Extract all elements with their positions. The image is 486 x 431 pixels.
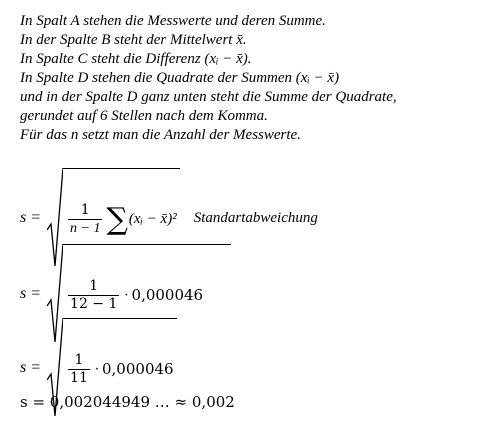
intro-line-4: In Spalte D stehen die Quadrate der Summen (xᵢ − x̄) xyxy=(20,70,340,86)
fraction xyxy=(68,202,102,237)
fraction-denominator: 11 xyxy=(70,369,88,386)
result-value: s = 0,002044949 … ≈ 0,002 xyxy=(20,393,235,411)
fraction-denominator: n − 1 xyxy=(70,220,101,236)
factor-value: 0,000046 xyxy=(102,360,174,378)
formula-2-lhs: s = xyxy=(20,285,42,302)
intro-line-2: In der Spalte B steht der Mittelwert x̄. xyxy=(20,32,247,48)
factor-value: 0,000046 xyxy=(131,286,204,304)
multiplication-dot: · xyxy=(124,287,129,303)
fraction xyxy=(68,352,90,387)
formula-label: Standartabweichung xyxy=(193,209,318,226)
intro-text xyxy=(20,12,480,145)
formula-3-lhs: s = xyxy=(20,359,42,376)
fraction xyxy=(68,278,119,313)
fraction-numerator: 1 xyxy=(80,201,90,218)
sum-term: (xᵢ − x̄)² xyxy=(128,210,177,227)
sum-symbol: ∑ xyxy=(106,202,128,237)
intro-line-6: gerundet auf 6 Stellen nach dem Komma. xyxy=(20,108,268,124)
fraction-numerator: 1 xyxy=(74,351,84,368)
fraction-numerator: 1 xyxy=(89,277,99,294)
formula-result xyxy=(20,393,235,411)
fraction-denominator: 12 − 1 xyxy=(70,295,118,312)
multiplication-dot: · xyxy=(94,361,99,377)
formula-1-lhs: s = xyxy=(20,209,42,226)
intro-line-3: In Spalte C steht die Differenz (xᵢ − x̄). xyxy=(20,51,252,67)
intro-line-5: und in der Spalte D ganz unten steht die Summe der Quadrate, xyxy=(20,89,397,105)
intro-line-7: Für das n setzt man die Anzahl der Messwerte. xyxy=(20,127,301,143)
intro-line-1: In Spalt A stehen die Messwerte und deren Summe. xyxy=(20,13,326,29)
